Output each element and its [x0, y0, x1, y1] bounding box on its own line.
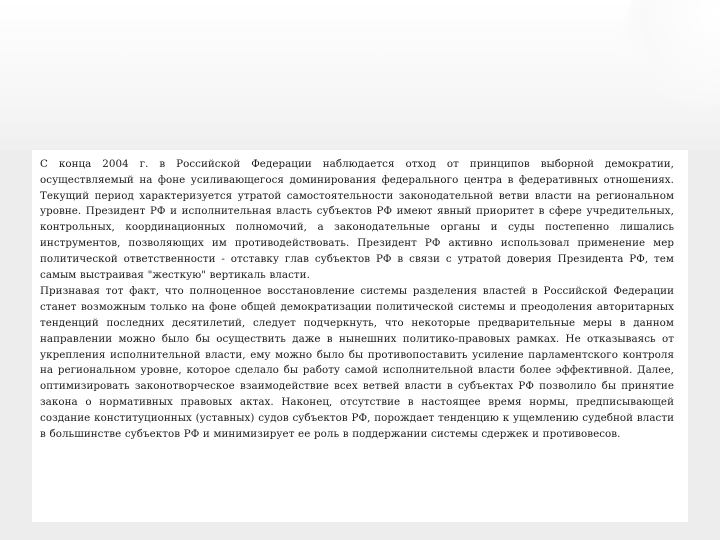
- paragraph-federal-trends: С конца 2004 г. в Российской Федерации наблюдается отход от принципов выборной демократии, осуществляемый на фоне усиливающегося доминирования федерального центра в федеративных отношениях. Текущий период характеризуется утратой самостоятельности законодательной ветви власти на региональном уровне. Президент РФ и исполнительная власть субъектов РФ имеют явный приоритет в сфере учредительных, контрольных, координационных полномочий, а законодательные органы и суды постепенно лишались инструментов, позволяющих им противодействовать. Президент РФ активно использовал применение мер политической ответственности - отставку глав субъектов РФ в связи с утратой доверия Президента РФ, тем самым выстраивая "жесткую" вертикаль власти.: [40, 158, 674, 281]
- slide-header-area: [0, 0, 720, 150]
- slide-body-text: [40, 157, 674, 442]
- paragraph-recommendations: Признавая тот факт, что полноценное восстановление системы разделения властей в Российской Федерации станет возможным только на фоне общей демократизации политической системы и преодоления авторитарных тенденций последних десятилетий, следует подчеркнуть, что некоторые предварительные меры в данном направлении можно было бы осуществить даже в нынешних политико-правовых рамках. Не отказываясь от укрепления исполнительной власти, ему можно было бы противопоставить усиление парламентского контроля на региональном уровне, которое сделало бы работу самой исполнительной власти более эффективной. Далее, оптимизировать законотворческое взаимодействие всех ветвей власти в субъектах РФ позволило бы принятие закона о нормативных правовых актах. Наконец, отсутствие в настоящее время нормы, предписывающей создание конституционных (уставных) судов субъектов РФ, порождает тенденцию к ущемлению судебной власти в большинстве субъектов РФ и минимизирует ее роль в поддержании системы сдержек и противовесов.: [40, 285, 674, 440]
